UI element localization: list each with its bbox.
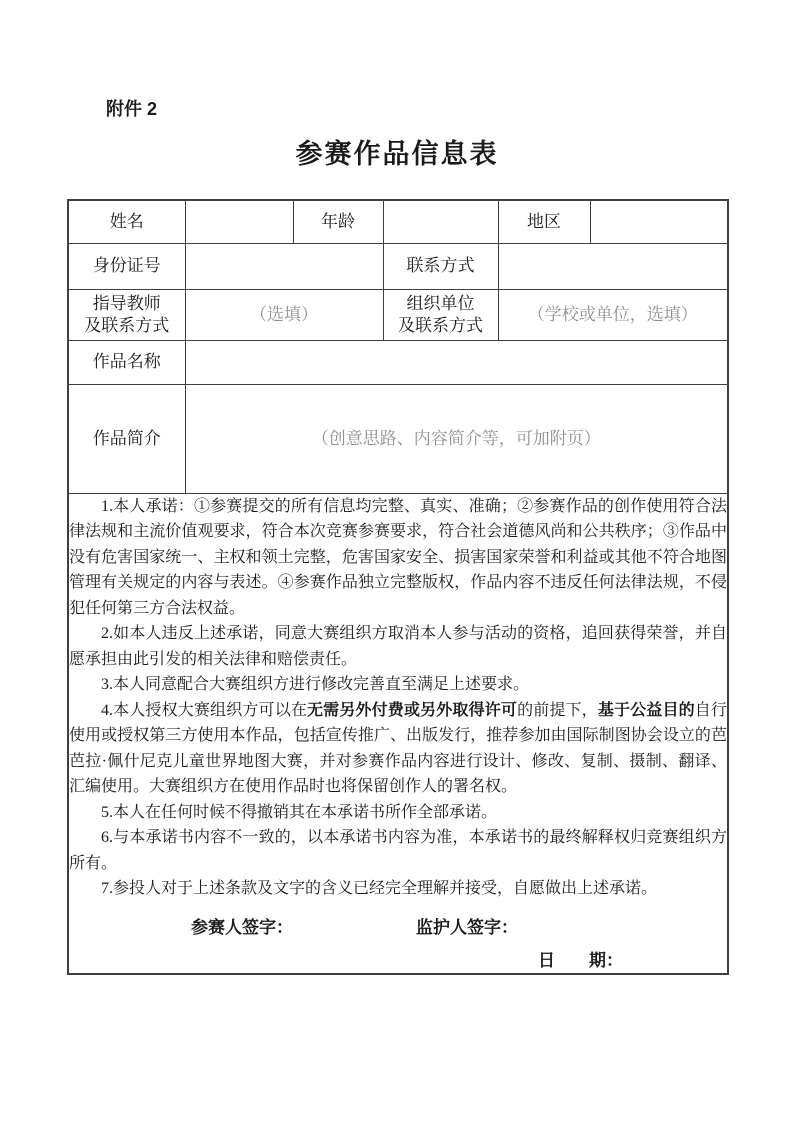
- table-row: [68, 200, 728, 243]
- guardian-signature-label: 监护人签字：: [416, 917, 518, 937]
- table-row: [68, 493, 728, 974]
- age-input-cell[interactable]: [383, 200, 498, 243]
- commitment-paragraph-4: [69, 698, 727, 800]
- work-intro-label: 作品简介: [68, 384, 185, 493]
- date-label: 日 期：: [538, 950, 623, 970]
- contact-input-cell[interactable]: [498, 243, 728, 289]
- teacher-label-line2: 及联系方式: [84, 315, 170, 335]
- commitment-p4-segment: 4.本人授权大赛组织方可以在: [101, 701, 308, 719]
- commitment-cell: [68, 493, 728, 974]
- commitment-paragraph-3: 3.本人同意配合大赛组织方进行修改完善直至满足上述要求。: [101, 676, 530, 693]
- table-row: [68, 384, 728, 493]
- table-row: [68, 340, 728, 384]
- organization-label-line2: 及联系方式: [398, 315, 483, 335]
- commitment-p4-segment: 的前提下，: [517, 701, 598, 719]
- age-label: 年龄: [293, 200, 383, 243]
- organization-label: [383, 289, 498, 340]
- teacher-label: [68, 289, 185, 340]
- table-row: [68, 243, 728, 289]
- work-intro-input-cell[interactable]: （创意思路、内容简介等，可加附页）: [185, 384, 728, 493]
- work-title-label: 作品名称: [68, 340, 185, 384]
- organization-label-line1: 组织单位: [406, 293, 475, 313]
- commitment-paragraph-6: 6.与本承诺书内容不一致的，以本承诺书内容为准，本承诺书的最终解释权归竞赛组织方所有。: [69, 829, 727, 872]
- participant-signature-label: 参赛人签字：: [191, 917, 293, 937]
- commitment-p4-segment: 自行使用或授权第三方使用本作品，包括宣传推广、出版发行，推荐参加由国际制图协会设立的芭芭拉·佩什尼克儿童世界地图大赛，并对参赛作品内容进行设计、修改、复制、摄制、翻译、汇编使用。大赛组织方在使用作品时也将保留创作人的署名权。: [69, 701, 727, 795]
- commitment-p4-bold-segment: 无需另外付费或另外取得许可: [307, 701, 518, 719]
- contact-label: 联系方式: [383, 243, 498, 289]
- commitment-p4-bold-segment: 基于公益目的: [597, 701, 695, 719]
- commitment-paragraph-2: 2.如本人违反上述承诺，同意大赛组织方取消本人参与活动的资格，追回获得荣誉，并自愿承担由此引发的相关法律和赔偿责任。: [69, 625, 727, 668]
- entry-info-table: [67, 199, 729, 975]
- signature-row: [69, 915, 727, 940]
- region-label: 地区: [498, 200, 590, 243]
- id-number-input-cell[interactable]: [185, 243, 383, 289]
- work-title-input-cell[interactable]: [185, 340, 728, 384]
- name-label: 姓名: [68, 200, 185, 243]
- commitment-paragraph-1: 1.本人承诺：①参赛提交的所有信息均完整、真实、准确；②参赛作品的创作使用符合法律法规和主流价值观要求，符合本次竞赛参赛要求，符合社会道德风尚和公共秩序；③作品中没有危害国家统一、主权和领土完整，危害国家安全、损害国家荣誉和利益或其他不符合地图管理有关规定的内容与表述。④参赛作品独立完整版权，作品内容不违反任何法律法规，不侵犯任何第三方合法权益。: [69, 497, 727, 617]
- teacher-label-line1: 指导教师: [92, 293, 161, 313]
- commitment-paragraph-5: 5.本人在任何时候不得撤销其在本承诺书所作全部承诺。: [101, 803, 498, 821]
- attachment-label: 附件 2: [106, 99, 158, 119]
- id-number-label: 身份证号: [68, 243, 185, 289]
- name-input-cell[interactable]: [185, 200, 293, 243]
- region-input-cell[interactable]: [590, 200, 728, 243]
- organization-input-cell[interactable]: （学校或单位，选填）: [498, 289, 728, 340]
- commitment-paragraph-7: 7.参投人对于上述条款及文字的含义已经完全理解并接受，自愿做出上述承诺。: [101, 880, 658, 897]
- teacher-input-cell[interactable]: （选填）: [185, 289, 383, 340]
- signature-block: [69, 915, 727, 973]
- page-title: 参赛作品信息表: [295, 139, 499, 169]
- table-row: [68, 289, 728, 340]
